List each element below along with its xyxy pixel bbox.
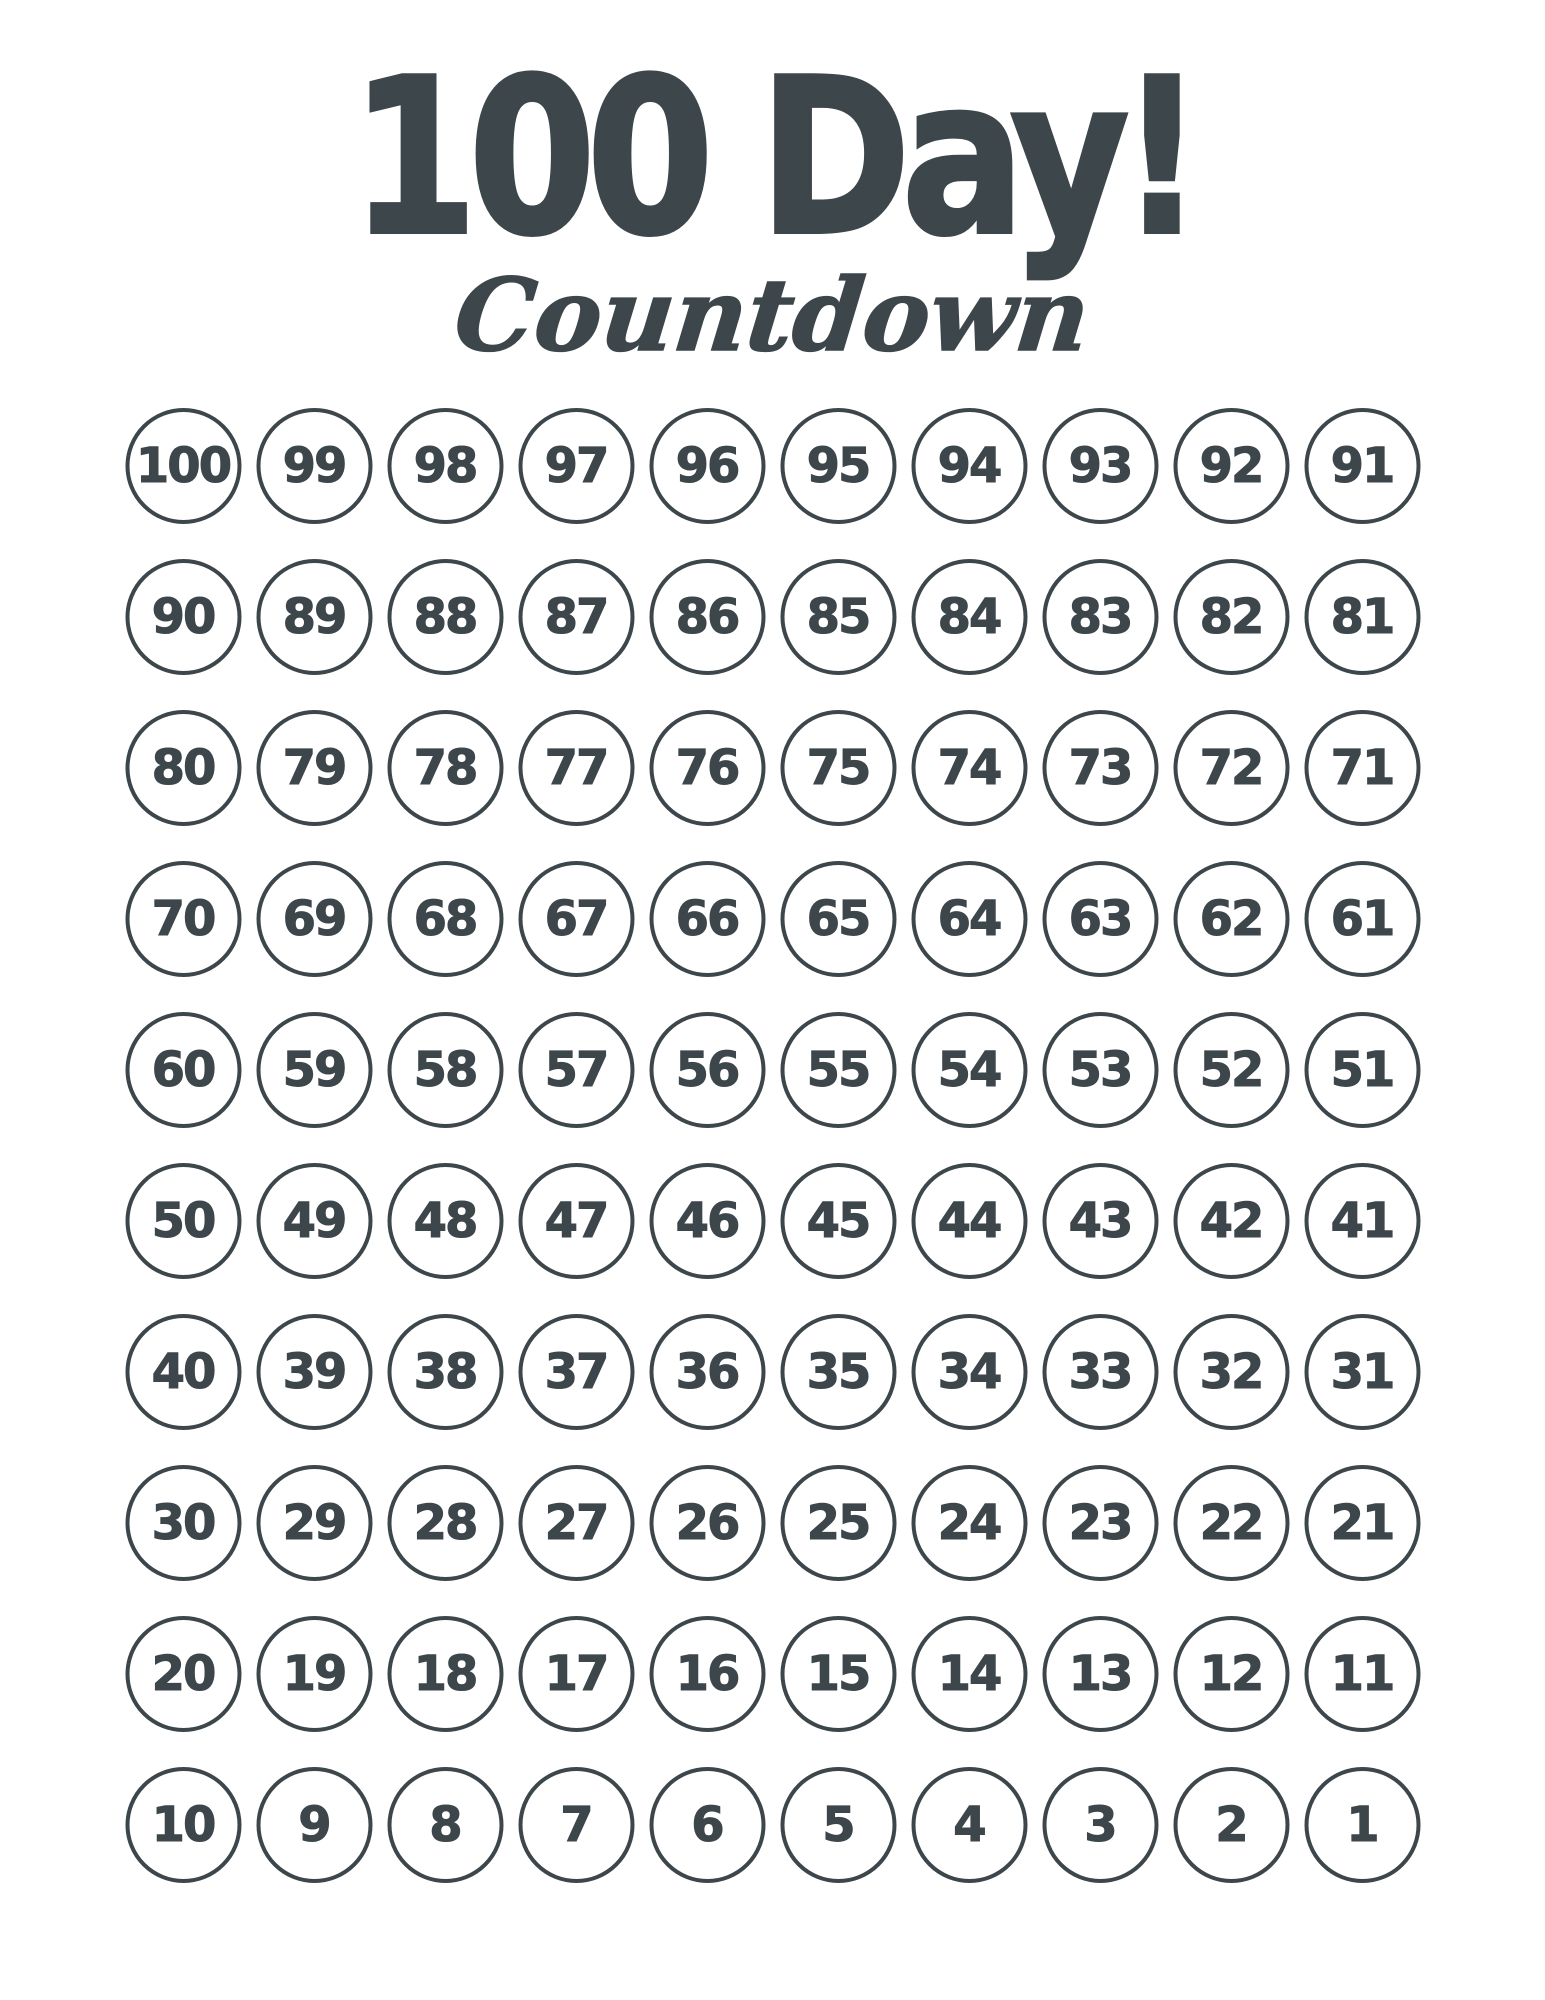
- day-circle-72: 72: [1173, 710, 1289, 826]
- day-circle-30: 30: [125, 1465, 241, 1581]
- day-circle-70: 70: [125, 861, 241, 977]
- day-circle-86: 86: [649, 559, 765, 675]
- day-circle-20: 20: [125, 1616, 241, 1732]
- day-circle-39: 39: [256, 1314, 372, 1430]
- day-circle-85: 85: [780, 559, 896, 675]
- day-circle-65: 65: [780, 861, 896, 977]
- day-circle-50: 50: [125, 1163, 241, 1279]
- day-circle-4: 4: [911, 1767, 1027, 1883]
- day-circle-33: 33: [1042, 1314, 1158, 1430]
- day-circle-25: 25: [780, 1465, 896, 1581]
- day-circle-34: 34: [911, 1314, 1027, 1430]
- day-circle-89: 89: [256, 559, 372, 675]
- day-circle-11: 11: [1304, 1616, 1420, 1732]
- day-circle-99: 99: [256, 408, 372, 524]
- day-circle-74: 74: [911, 710, 1027, 826]
- day-circle-75: 75: [780, 710, 896, 826]
- day-circle-69: 69: [256, 861, 372, 977]
- day-circle-41: 41: [1304, 1163, 1420, 1279]
- day-circle-97: 97: [518, 408, 634, 524]
- day-circle-28: 28: [387, 1465, 503, 1581]
- day-circle-58: 58: [387, 1012, 503, 1128]
- day-circle-40: 40: [125, 1314, 241, 1430]
- day-circle-92: 92: [1173, 408, 1289, 524]
- day-circle-17: 17: [518, 1616, 634, 1732]
- day-circle-48: 48: [387, 1163, 503, 1279]
- day-circle-38: 38: [387, 1314, 503, 1430]
- day-circle-63: 63: [1042, 861, 1158, 977]
- grid-row: [125, 1767, 1420, 1883]
- day-circle-42: 42: [1173, 1163, 1289, 1279]
- day-circle-84: 84: [911, 559, 1027, 675]
- day-circle-68: 68: [387, 861, 503, 977]
- day-circle-87: 87: [518, 559, 634, 675]
- day-circle-21: 21: [1304, 1465, 1420, 1581]
- day-circle-100: 100: [125, 408, 241, 524]
- day-circle-66: 66: [649, 861, 765, 977]
- page-title: 100 Day!: [350, 32, 1195, 283]
- day-circle-59: 59: [256, 1012, 372, 1128]
- day-circle-6: 6: [649, 1767, 765, 1883]
- day-circle-45: 45: [780, 1163, 896, 1279]
- day-circle-49: 49: [256, 1163, 372, 1279]
- day-circle-76: 76: [649, 710, 765, 826]
- day-circle-26: 26: [649, 1465, 765, 1581]
- grid-row: [125, 559, 1420, 675]
- grid-row: [125, 1012, 1420, 1128]
- day-circle-8: 8: [387, 1767, 503, 1883]
- day-circle-5: 5: [780, 1767, 896, 1883]
- day-circle-51: 51: [1304, 1012, 1420, 1128]
- day-circle-18: 18: [387, 1616, 503, 1732]
- day-circle-22: 22: [1173, 1465, 1289, 1581]
- day-circle-53: 53: [1042, 1012, 1158, 1128]
- day-circle-13: 13: [1042, 1616, 1158, 1732]
- page-subtitle: Countdown: [449, 256, 1096, 374]
- day-circle-36: 36: [649, 1314, 765, 1430]
- day-circle-77: 77: [518, 710, 634, 826]
- day-circle-54: 54: [911, 1012, 1027, 1128]
- day-circle-83: 83: [1042, 559, 1158, 675]
- day-circle-82: 82: [1173, 559, 1289, 675]
- day-circle-24: 24: [911, 1465, 1027, 1581]
- day-circle-32: 32: [1173, 1314, 1289, 1430]
- grid-row: [125, 408, 1420, 524]
- day-circle-94: 94: [911, 408, 1027, 524]
- day-circle-35: 35: [780, 1314, 896, 1430]
- day-circle-71: 71: [1304, 710, 1420, 826]
- day-circle-78: 78: [387, 710, 503, 826]
- countdown-grid: [125, 408, 1420, 1883]
- day-circle-31: 31: [1304, 1314, 1420, 1430]
- day-circle-47: 47: [518, 1163, 634, 1279]
- day-circle-23: 23: [1042, 1465, 1158, 1581]
- day-circle-19: 19: [256, 1616, 372, 1732]
- day-circle-3: 3: [1042, 1767, 1158, 1883]
- day-circle-44: 44: [911, 1163, 1027, 1279]
- day-circle-61: 61: [1304, 861, 1420, 977]
- day-circle-46: 46: [649, 1163, 765, 1279]
- grid-row: [125, 710, 1420, 826]
- day-circle-56: 56: [649, 1012, 765, 1128]
- day-circle-7: 7: [518, 1767, 634, 1883]
- day-circle-67: 67: [518, 861, 634, 977]
- day-circle-73: 73: [1042, 710, 1158, 826]
- day-circle-81: 81: [1304, 559, 1420, 675]
- day-circle-29: 29: [256, 1465, 372, 1581]
- day-circle-43: 43: [1042, 1163, 1158, 1279]
- grid-row: [125, 1314, 1420, 1430]
- day-circle-62: 62: [1173, 861, 1289, 977]
- header: [0, 32, 1545, 374]
- grid-row: [125, 1465, 1420, 1581]
- day-circle-79: 79: [256, 710, 372, 826]
- day-circle-90: 90: [125, 559, 241, 675]
- day-circle-60: 60: [125, 1012, 241, 1128]
- day-circle-16: 16: [649, 1616, 765, 1732]
- day-circle-37: 37: [518, 1314, 634, 1430]
- day-circle-10: 10: [125, 1767, 241, 1883]
- day-circle-96: 96: [649, 408, 765, 524]
- day-circle-12: 12: [1173, 1616, 1289, 1732]
- day-circle-1: 1: [1304, 1767, 1420, 1883]
- day-circle-27: 27: [518, 1465, 634, 1581]
- day-circle-15: 15: [780, 1616, 896, 1732]
- grid-row: [125, 1616, 1420, 1732]
- day-circle-55: 55: [780, 1012, 896, 1128]
- day-circle-98: 98: [387, 408, 503, 524]
- day-circle-95: 95: [780, 408, 896, 524]
- day-circle-88: 88: [387, 559, 503, 675]
- day-circle-52: 52: [1173, 1012, 1289, 1128]
- day-circle-80: 80: [125, 710, 241, 826]
- day-circle-9: 9: [256, 1767, 372, 1883]
- day-circle-64: 64: [911, 861, 1027, 977]
- day-circle-91: 91: [1304, 408, 1420, 524]
- day-circle-57: 57: [518, 1012, 634, 1128]
- grid-row: [125, 861, 1420, 977]
- grid-row: [125, 1163, 1420, 1279]
- day-circle-14: 14: [911, 1616, 1027, 1732]
- day-circle-2: 2: [1173, 1767, 1289, 1883]
- day-circle-93: 93: [1042, 408, 1158, 524]
